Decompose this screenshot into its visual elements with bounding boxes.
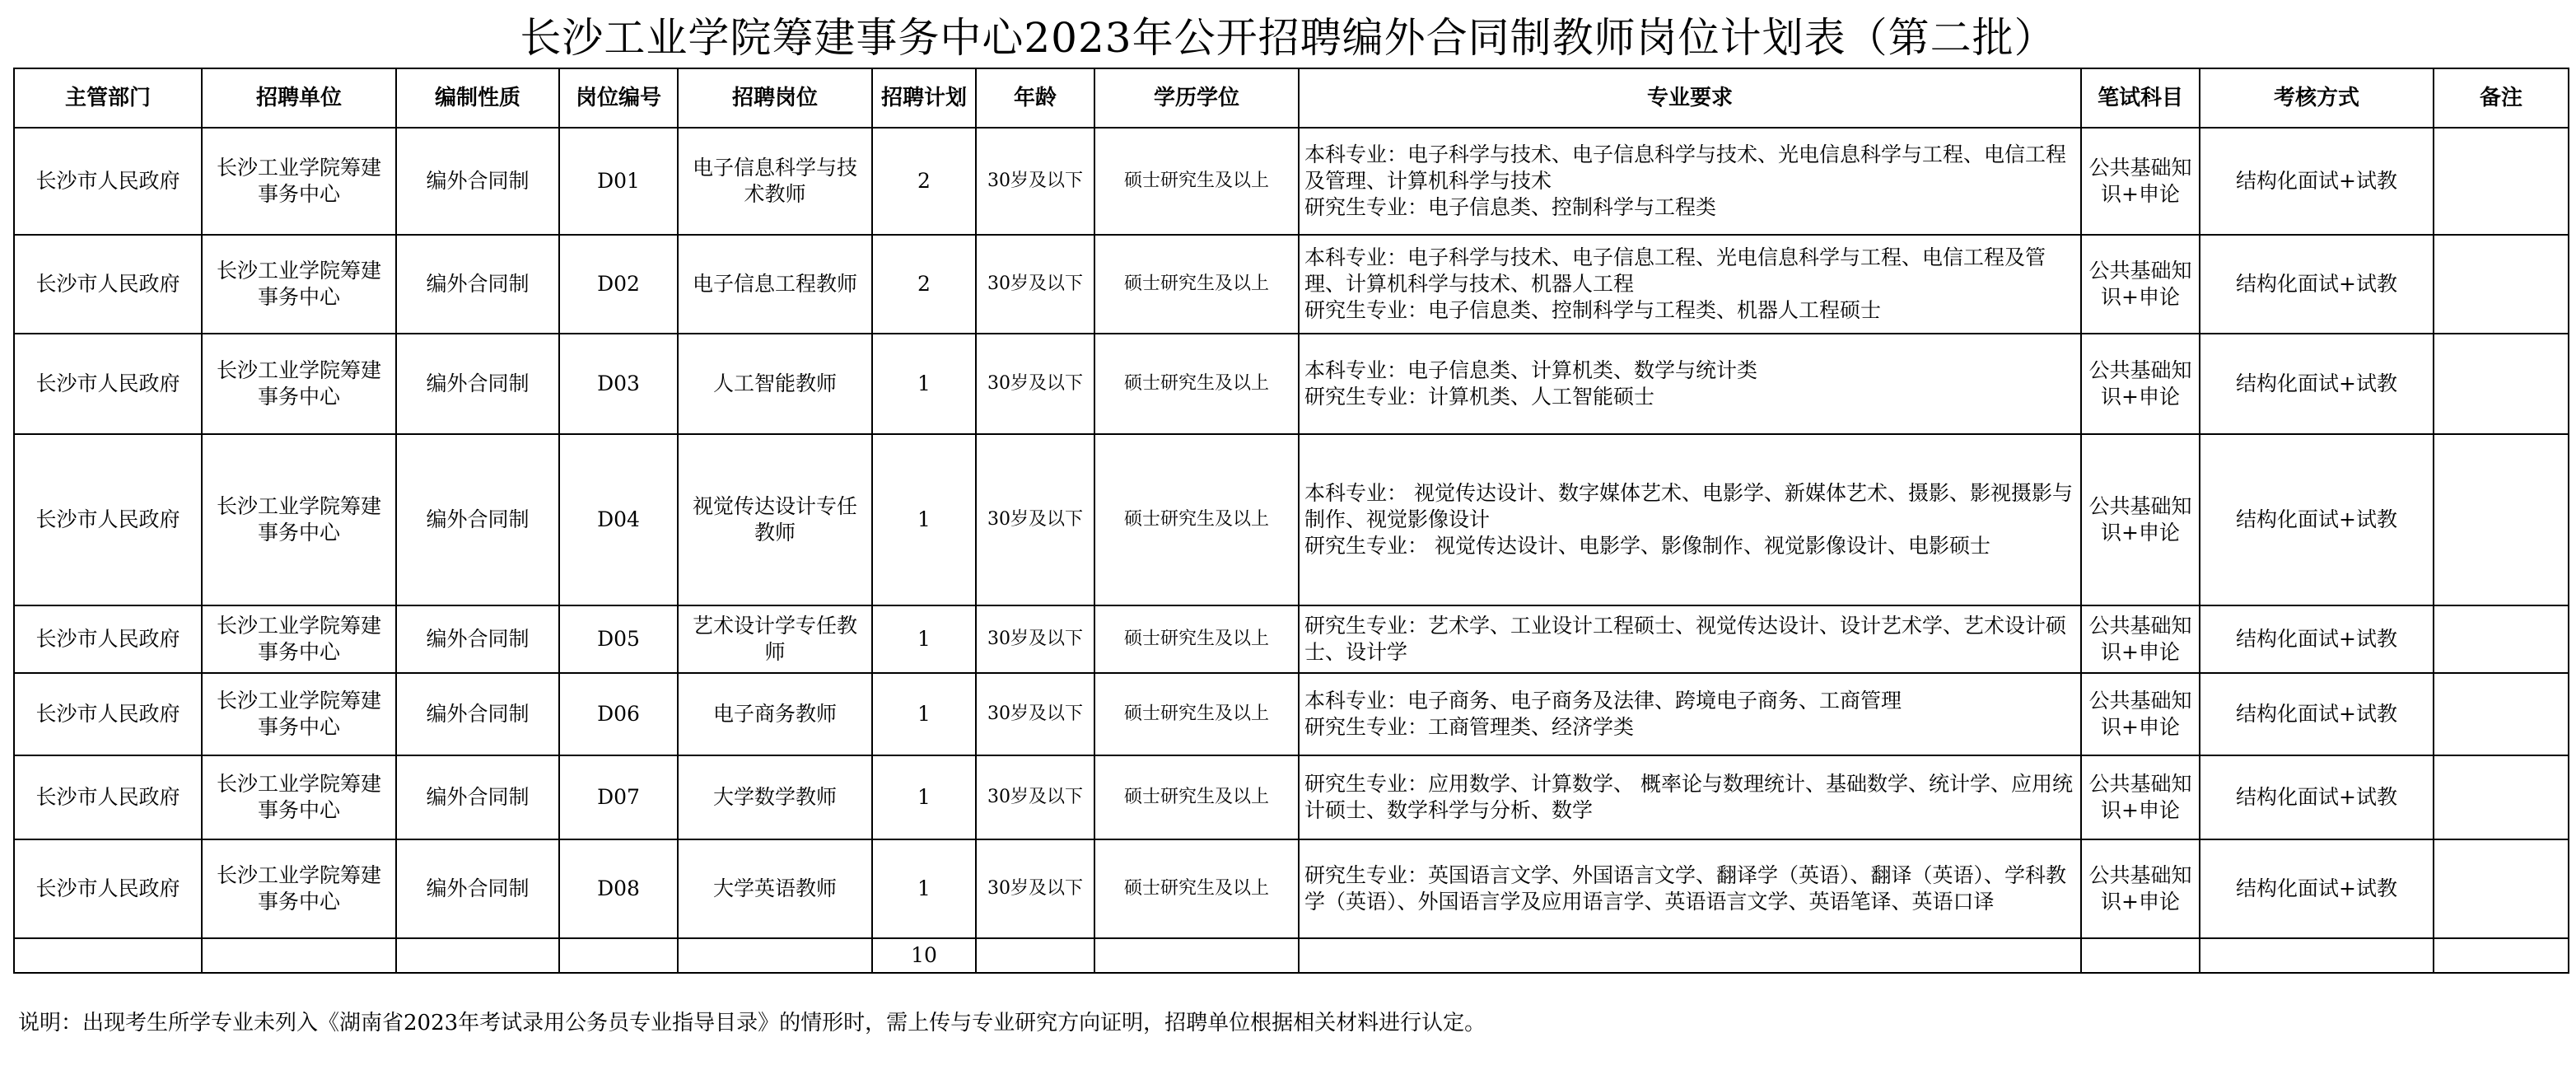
major-line-grad: 研究生专业：电子信息类、控制科学与工程类、机器人工程硕士 [1304, 298, 1882, 322]
header-dept: 主管部门 [14, 68, 202, 128]
header-degree: 学历学位 [1094, 68, 1299, 128]
cell-unit: 长沙工业学院筹建事务中心 [202, 673, 396, 755]
cell-nature: 编外合同制 [396, 755, 559, 839]
header-plan: 招聘计划 [872, 68, 976, 128]
cell-nature: 编外合同制 [396, 128, 559, 235]
total-empty-cell [202, 938, 396, 973]
table-row [14, 839, 2569, 938]
header-remark: 备注 [2434, 68, 2569, 128]
cell-degree: 硕士研究生及以上 [1094, 334, 1299, 434]
cell-code: D05 [559, 605, 678, 673]
cell-plan: 1 [872, 334, 976, 434]
major-line-grad: 研究生专业：英国语言文学、外国语言文学、翻译学（英语）、翻译（英语）、学科教学（英语）、外国语言学及应用语言学、英语语言文学、英语笔译、英语口译 [1304, 863, 2067, 914]
cell-nature: 编外合同制 [396, 334, 559, 434]
cell-dept: 长沙市人民政府 [14, 434, 202, 605]
cell-degree: 硕士研究生及以上 [1094, 128, 1299, 235]
header-code: 岗位编号 [559, 68, 678, 128]
cell-plan: 2 [872, 235, 976, 334]
major-line-undergrad: 本科专业：电子信息类、计算机类、数学与统计类 [1304, 358, 1758, 382]
cell-dept: 长沙市人民政府 [14, 605, 202, 673]
total-empty-cell [678, 938, 872, 973]
total-empty-cell [14, 938, 202, 973]
cell-nature: 编外合同制 [396, 434, 559, 605]
table-row [14, 434, 2569, 605]
cell-plan: 1 [872, 673, 976, 755]
cell-code: D01 [559, 128, 678, 235]
major-line-grad: 研究生专业：电子信息类、控制科学与工程类 [1304, 195, 1717, 219]
cell-plan: 1 [872, 605, 976, 673]
cell-exam: 公共基础知识+申论 [2081, 434, 2200, 605]
cell-unit: 长沙工业学院筹建事务中心 [202, 605, 396, 673]
cell-dept: 长沙市人民政府 [14, 235, 202, 334]
cell-position: 大学数学教师 [678, 755, 872, 839]
cell-plan: 2 [872, 128, 976, 235]
major-line-undergrad: 本科专业：电子商务、电子商务及法律、跨境电子商务、工商管理 [1304, 689, 1902, 713]
cell-assess: 结构化面试+试教 [2200, 334, 2434, 434]
cell-major [1299, 235, 2081, 334]
cell-assess: 结构化面试+试教 [2200, 755, 2434, 839]
cell-position: 艺术设计学专任教师 [678, 605, 872, 673]
cell-assess: 结构化面试+试教 [2200, 434, 2434, 605]
cell-remark [2434, 755, 2569, 839]
table-row [14, 334, 2569, 434]
total-empty-cell [1299, 938, 2081, 973]
cell-unit: 长沙工业学院筹建事务中心 [202, 235, 396, 334]
cell-age: 30岁及以下 [976, 605, 1094, 673]
cell-unit: 长沙工业学院筹建事务中心 [202, 839, 396, 938]
major-line-grad: 研究生专业： 视觉传达设计、电影学、影像制作、视觉影像设计、电影硕士 [1304, 534, 1990, 558]
cell-plan: 1 [872, 755, 976, 839]
total-empty-cell [2434, 938, 2569, 973]
table-row [14, 235, 2569, 334]
cell-code: D06 [559, 673, 678, 755]
cell-remark [2434, 128, 2569, 235]
cell-position: 电子商务教师 [678, 673, 872, 755]
cell-position: 电子信息科学与技术教师 [678, 128, 872, 235]
cell-position: 视觉传达设计专任教师 [678, 434, 872, 605]
cell-dept: 长沙市人民政府 [14, 128, 202, 235]
header-unit: 招聘单位 [202, 68, 396, 128]
cell-assess: 结构化面试+试教 [2200, 605, 2434, 673]
cell-degree: 硕士研究生及以上 [1094, 605, 1299, 673]
cell-degree: 硕士研究生及以上 [1094, 434, 1299, 605]
cell-plan: 1 [872, 434, 976, 605]
cell-plan: 1 [872, 839, 976, 938]
header-major: 专业要求 [1299, 68, 2081, 128]
cell-unit: 长沙工业学院筹建事务中心 [202, 434, 396, 605]
cell-unit: 长沙工业学院筹建事务中心 [202, 755, 396, 839]
major-line-grad: 研究生专业：计算机类、人工智能硕士 [1304, 385, 1655, 409]
cell-dept: 长沙市人民政府 [14, 755, 202, 839]
cell-code: D03 [559, 334, 678, 434]
major-line-undergrad: 本科专业： 视觉传达设计、数字媒体艺术、电影学、新媒体艺术、摄影、影视摄影与制作、视觉影像设计 [1304, 481, 2073, 531]
cell-exam: 公共基础知识+申论 [2081, 128, 2200, 235]
cell-assess: 结构化面试+试教 [2200, 839, 2434, 938]
cell-exam: 公共基础知识+申论 [2081, 334, 2200, 434]
cell-remark [2434, 839, 2569, 938]
table-row [14, 128, 2569, 235]
cell-age: 30岁及以下 [976, 839, 1094, 938]
header-position: 招聘岗位 [678, 68, 872, 128]
table-header-row [14, 68, 2569, 128]
cell-dept: 长沙市人民政府 [14, 839, 202, 938]
cell-dept: 长沙市人民政府 [14, 673, 202, 755]
table-row [14, 673, 2569, 755]
major-line-grad: 研究生专业：工商管理类、经济学类 [1304, 715, 1635, 739]
cell-age: 30岁及以下 [976, 235, 1094, 334]
major-line-undergrad: 本科专业：电子科学与技术、电子信息工程、光电信息科学与工程、电信工程及管理、计算机科学与技术、机器人工程 [1304, 245, 2046, 296]
header-exam: 笔试科目 [2081, 68, 2200, 128]
cell-assess: 结构化面试+试教 [2200, 235, 2434, 334]
cell-degree: 硕士研究生及以上 [1094, 235, 1299, 334]
total-empty-cell [2200, 938, 2434, 973]
total-empty-cell [976, 938, 1094, 973]
footnote: 说明：出现考生所学专业未列入《湖南省2023年考试录用公务员专业指导目录》的情形时，需上传与专业研究方向证明，招聘单位根据相关材料进行认定。 [18, 1011, 1486, 1035]
header-nature: 编制性质 [396, 68, 559, 128]
cell-unit: 长沙工业学院筹建事务中心 [202, 334, 396, 434]
table-row [14, 755, 2569, 839]
cell-position: 大学英语教师 [678, 839, 872, 938]
cell-exam: 公共基础知识+申论 [2081, 235, 2200, 334]
total-row [14, 938, 2569, 973]
table-row [14, 605, 2569, 673]
cell-age: 30岁及以下 [976, 434, 1094, 605]
cell-major [1299, 334, 2081, 434]
cell-remark [2434, 605, 2569, 673]
cell-age: 30岁及以下 [976, 334, 1094, 434]
cell-nature: 编外合同制 [396, 235, 559, 334]
cell-degree: 硕士研究生及以上 [1094, 755, 1299, 839]
header-age: 年龄 [976, 68, 1094, 128]
header-assess: 考核方式 [2200, 68, 2434, 128]
total-empty-cell [396, 938, 559, 973]
cell-degree: 硕士研究生及以上 [1094, 673, 1299, 755]
major-line-grad: 研究生专业：应用数学、计算数学、 概率论与数理统计、基础数学、统计学、应用统计硕士、数学科学与分析、数学 [1304, 772, 2073, 822]
cell-age: 30岁及以下 [976, 755, 1094, 839]
cell-exam: 公共基础知识+申论 [2081, 755, 2200, 839]
cell-assess: 结构化面试+试教 [2200, 128, 2434, 235]
cell-remark [2434, 434, 2569, 605]
cell-age: 30岁及以下 [976, 673, 1094, 755]
cell-code: D07 [559, 755, 678, 839]
total-empty-cell [2081, 938, 2200, 973]
cell-major [1299, 434, 2081, 605]
recruitment-plan-table [13, 68, 2569, 974]
cell-nature: 编外合同制 [396, 605, 559, 673]
total-plan-cell: 10 [872, 938, 976, 973]
cell-major [1299, 839, 2081, 938]
cell-age: 30岁及以下 [976, 128, 1094, 235]
cell-major [1299, 755, 2081, 839]
cell-exam: 公共基础知识+申论 [2081, 605, 2200, 673]
cell-code: D08 [559, 839, 678, 938]
total-empty-cell [1094, 938, 1299, 973]
cell-remark [2434, 673, 2569, 755]
total-empty-cell [559, 938, 678, 973]
cell-assess: 结构化面试+试教 [2200, 673, 2434, 755]
cell-exam: 公共基础知识+申论 [2081, 673, 2200, 755]
cell-position: 人工智能教师 [678, 334, 872, 434]
major-line-undergrad: 本科专业：电子科学与技术、电子信息科学与技术、光电信息科学与工程、电信工程及管理、计算机科学与技术 [1304, 143, 2067, 193]
cell-code: D04 [559, 434, 678, 605]
cell-major [1299, 128, 2081, 235]
cell-degree: 硕士研究生及以上 [1094, 839, 1299, 938]
cell-major [1299, 673, 2081, 755]
cell-major [1299, 605, 2081, 673]
page-title: 长沙工业学院筹建事务中心2023年公开招聘编外合同制教师岗位计划表（第二批） [520, 14, 2056, 62]
cell-code: D02 [559, 235, 678, 334]
cell-unit: 长沙工业学院筹建事务中心 [202, 128, 396, 235]
major-line-grad: 研究生专业：艺术学、工业设计工程硕士、视觉传达设计、设计艺术学、艺术设计硕士、设计学 [1304, 614, 2067, 664]
cell-dept: 长沙市人民政府 [14, 334, 202, 434]
cell-remark [2434, 235, 2569, 334]
cell-remark [2434, 334, 2569, 434]
cell-nature: 编外合同制 [396, 673, 559, 755]
cell-exam: 公共基础知识+申论 [2081, 839, 2200, 938]
cell-position: 电子信息工程教师 [678, 235, 872, 334]
cell-nature: 编外合同制 [396, 839, 559, 938]
